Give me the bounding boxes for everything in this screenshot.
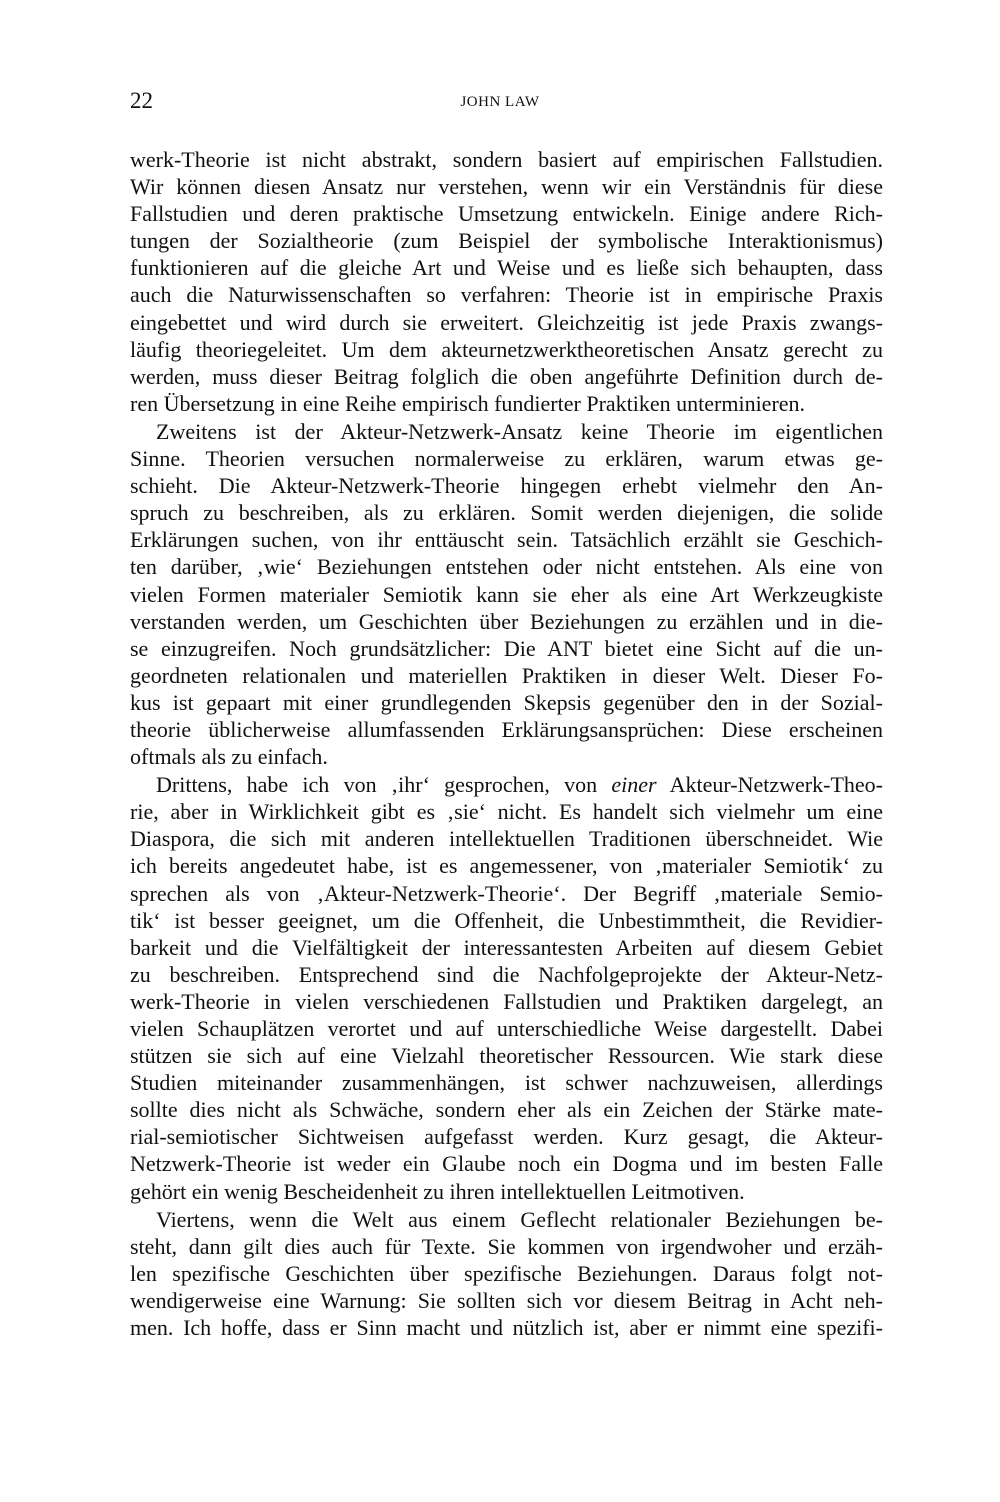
- text-line: funktionieren auf die gleiche Art und Weise und es ließe sich behaupten, dass: [130, 255, 883, 281]
- paragraph-4: [130, 1206, 883, 1341]
- text-line: men. Ich hoffe, dass er Sinn macht und nützlich ist, aber er nimmt eine spezifi-: [130, 1315, 883, 1341]
- text-line: zu beschreiben. Entsprechend sind die Nachfolgeprojekte der Akteur-Netz-: [130, 961, 883, 987]
- body-text: [130, 146, 883, 1341]
- text-line: werk-Theorie ist nicht abstrakt, sondern basiert auf empirischen Fallstudien.: [130, 147, 883, 172]
- text-line: ich bereits angedeutet habe, ist es angemessener, von ‚materialer Semiotik‘ zu: [130, 853, 883, 879]
- paragraph-1: [130, 146, 883, 417]
- text-line: tik‘ ist besser geeignet, um die Offenheit, die Unbestimmtheit, die Revidier-: [130, 907, 883, 933]
- running-title: JOHN LAW: [460, 94, 540, 110]
- text-line: rie, aber in Wirklichkeit gibt es ‚sie‘ nicht. Es handelt sich vielmehr um eine: [130, 799, 883, 825]
- text-line: [130, 771, 883, 798]
- text-run: Akteur-Netzwerk-Theo-: [656, 772, 883, 798]
- emphasis: einer: [611, 772, 657, 798]
- text-line: rial-semiotischer Sichtweisen aufgefasst werden. Kurz gesagt, die Akteur-: [130, 1124, 883, 1150]
- text-line: stützen sie sich auf eine Vielzahl theoretischer Ressourcen. Wie stark diese: [130, 1043, 883, 1069]
- text-line: Netzwerk-Theorie ist weder ein Glaube noch ein Dogma und im besten Falle: [130, 1151, 883, 1177]
- text-line: vielen Formen materialer Semiotik kann sie eher als eine Art Werkzeugkiste: [130, 581, 883, 607]
- text-line: sollte dies nicht als Schwäche, sondern eher als ein Zeichen der Stärke mate-: [130, 1097, 883, 1123]
- text-line: se einzugreifen. Noch grundsätzlicher: Die ANT bietet eine Sicht auf die un-: [130, 635, 883, 661]
- text-run: Drittens, habe ich von ‚ihr‘ gesprochen, von: [156, 772, 612, 798]
- text-line: ten darüber, ‚wie‘ Beziehungen entstehen oder nicht entstehen. Als eine von: [130, 554, 883, 580]
- text-line: werk-Theorie in vielen verschiedenen Fallstudien und Praktiken dargelegt, an: [130, 988, 883, 1014]
- text-line: kus ist gepaart mit einer grundlegenden Skepsis gegenüber den in der Sozial-: [130, 689, 883, 715]
- text-line: geordneten relationalen und materiellen Praktiken in dieser Welt. Dieser Fo-: [130, 662, 883, 688]
- paragraph-3: [130, 771, 883, 1205]
- text-line: eingebettet und wird durch sie erweitert. Gleichzeitig ist jede Praxis zwangs-: [130, 309, 883, 335]
- text-line: Viertens, wenn die Welt aus einem Geflecht relationaler Beziehungen be-: [156, 1206, 883, 1232]
- text-line: auch die Naturwissenschaften so verfahren: Theorie ist in empirische Praxis: [130, 282, 883, 308]
- text-line: wendigerweise eine Warnung: Sie sollten sich vor diesem Beitrag in Acht neh-: [130, 1287, 883, 1313]
- text-line: Wir können diesen Ansatz nur verstehen, wenn wir ein Verständnis für diese: [130, 174, 883, 200]
- text-line: len spezifische Geschichten über spezifische Beziehungen. Daraus folgt not-: [130, 1260, 883, 1286]
- text-line: barkeit und die Vielfältigkeit der interessantesten Arbeiten auf diesem Gebiet: [130, 934, 883, 960]
- text-line: spruch zu beschreiben, als zu erklären. Somit werden diejenigen, die solide: [130, 500, 883, 526]
- text-line: Studien miteinander zusammenhängen, ist schwer nachzuweisen, allerdings: [130, 1070, 883, 1096]
- page-number: 22: [130, 88, 153, 113]
- paragraph-2: [130, 418, 883, 770]
- text-line: verstanden werden, um Geschichten über Beziehungen zu erzählen und in die-: [130, 608, 883, 634]
- text-line: werden, muss dieser Beitrag folglich die oben angeführte Definition durch de-: [130, 363, 883, 389]
- text-line: schieht. Die Akteur-Netzwerk-Theorie hingegen erhebt vielmehr den An-: [130, 473, 883, 499]
- text-line: Erklärungen suchen, von ihr enttäuscht sein. Tatsächlich erzählt sie Geschich-: [130, 527, 883, 553]
- text-line: tungen der Sozialtheorie (zum Beispiel der symbolische Interaktionismus): [130, 228, 883, 254]
- text-line: läufig theoriegeleitet. Um dem akteurnetzwerktheoretischen Ansatz gerecht zu: [130, 336, 883, 362]
- text-line: oftmals als zu einfach.: [130, 744, 328, 770]
- text-line: sprechen als von ‚Akteur-Netzwerk-Theorie‘. Der Begriff ‚materiale Semio-: [130, 880, 883, 906]
- text-line: steht, dann gilt dies auch für Texte. Sie kommen von irgendwoher und erzäh-: [130, 1233, 883, 1259]
- text-line: Sinne. Theorien versuchen normalerweise zu erklären, warum etwas ge-: [130, 446, 883, 472]
- text-line: Diaspora, die sich mit anderen intellektuellen Traditionen überschneidet. Wie: [130, 826, 883, 852]
- text-line: gehört ein wenig Bescheidenheit zu ihren intellektuellen Leitmotiven.: [130, 1178, 745, 1204]
- text-line: Fallstudien und deren praktische Umsetzung entwickeln. Einige andere Rich-: [130, 201, 883, 227]
- text-line: Zweitens ist der Akteur-Netzwerk-Ansatz keine Theorie im eigentlichen: [156, 418, 883, 444]
- text-line: theorie üblicherweise allumfassenden Erklärungsansprüchen: Diese erscheinen: [130, 716, 883, 742]
- text-line: ren Übersetzung in eine Reihe empirisch fundierter Praktiken unterminieren.: [130, 390, 806, 416]
- text-line: vielen Schauplätzen verortet und auf unterschiedliche Weise dargestellt. Dabei: [130, 1016, 883, 1041]
